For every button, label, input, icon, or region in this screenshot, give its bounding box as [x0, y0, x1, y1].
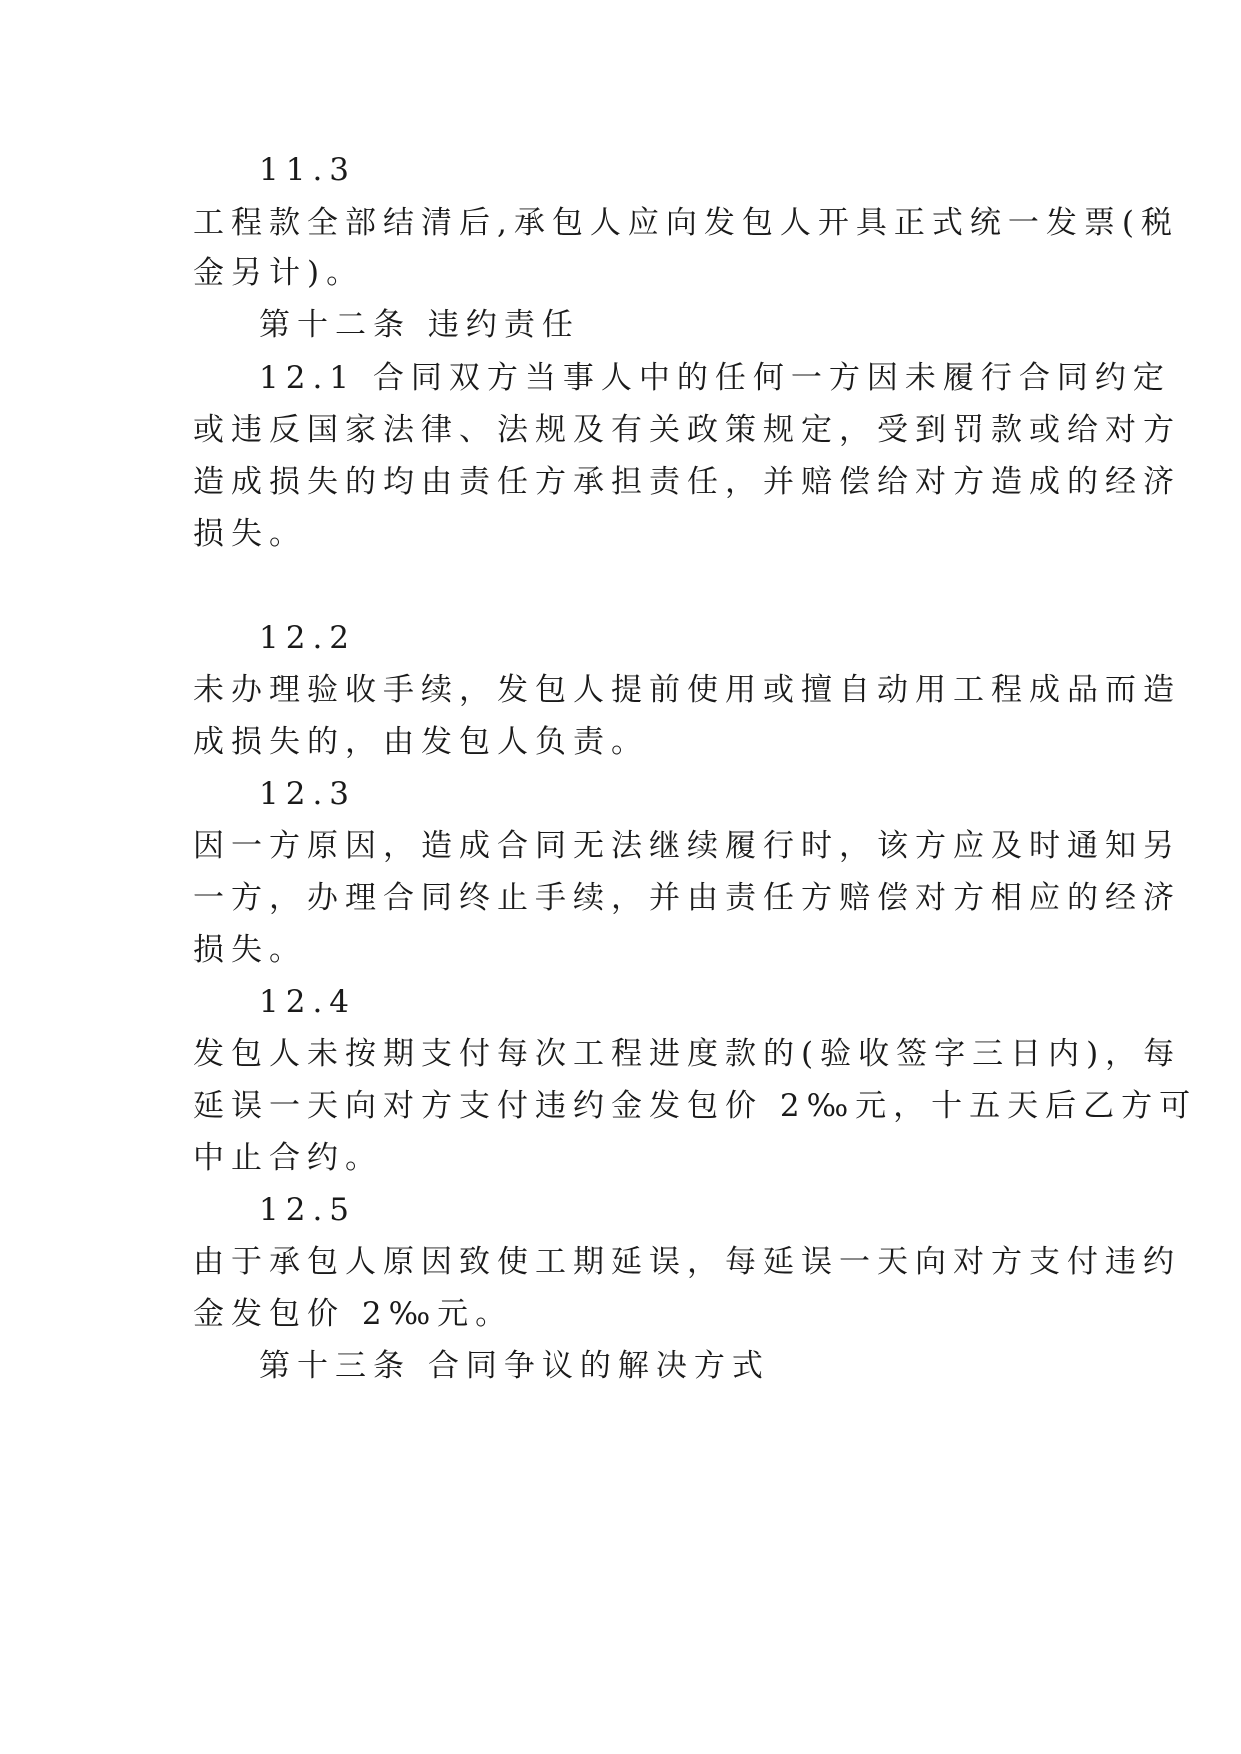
paragraph-line: 金另计)。 — [193, 255, 365, 291]
clause-number-12-3: 12.3 — [259, 776, 357, 812]
paragraph-line: 发包人未按期支付每次工程进度款的(验收签字三日内)，每 — [193, 1036, 1182, 1072]
paragraph-line: 中止合约。 — [193, 1140, 383, 1176]
paragraph-line: 一方，办理合同终止手续，并由责任方赔偿对方相应的经济 — [193, 880, 1181, 916]
paragraph-line: 由于承包人原因致使工期延误，每延误一天向对方支付违约 — [193, 1244, 1181, 1280]
paragraph-line: 损失。 — [193, 516, 307, 552]
paragraph-line: 成损失的，由发包人负责。 — [193, 724, 649, 760]
article-heading-12: 第十二条 违约责任 — [259, 307, 580, 343]
paragraph-line: 损失。 — [193, 932, 307, 968]
paragraph-line: 造成损失的均由责任方承担责任，并赔偿给对方造成的经济 — [193, 464, 1181, 500]
paragraph-line: 12.1 合同双方当事人中的任何一方因未履行合同约定 — [259, 360, 1171, 396]
clause-number-12-5: 12.5 — [259, 1192, 357, 1228]
clause-number-11-3: 11.3 — [259, 152, 357, 188]
clause-number-12-4: 12.4 — [259, 984, 357, 1020]
paragraph-line: 延误一天向对方支付违约金发包价 2‰元，十五天后乙方可 — [193, 1088, 1198, 1124]
paragraph-line: 工程款全部结清后,承包人应向发包人开具正式统一发票(税 — [193, 205, 1179, 241]
article-heading-13: 第十三条 合同争议的解决方式 — [259, 1348, 770, 1384]
paragraph-line: 金发包价 2‰元。 — [193, 1296, 514, 1332]
paragraph-line: 或违反国家法律、法规及有关政策规定，受到罚款或给对方 — [193, 412, 1181, 448]
paragraph-line: 因一方原因，造成合同无法继续履行时，该方应及时通知另 — [193, 828, 1181, 864]
clause-number-12-2: 12.2 — [259, 620, 357, 656]
paragraph-line: 未办理验收手续，发包人提前使用或擅自动用工程成品而造 — [193, 672, 1181, 708]
